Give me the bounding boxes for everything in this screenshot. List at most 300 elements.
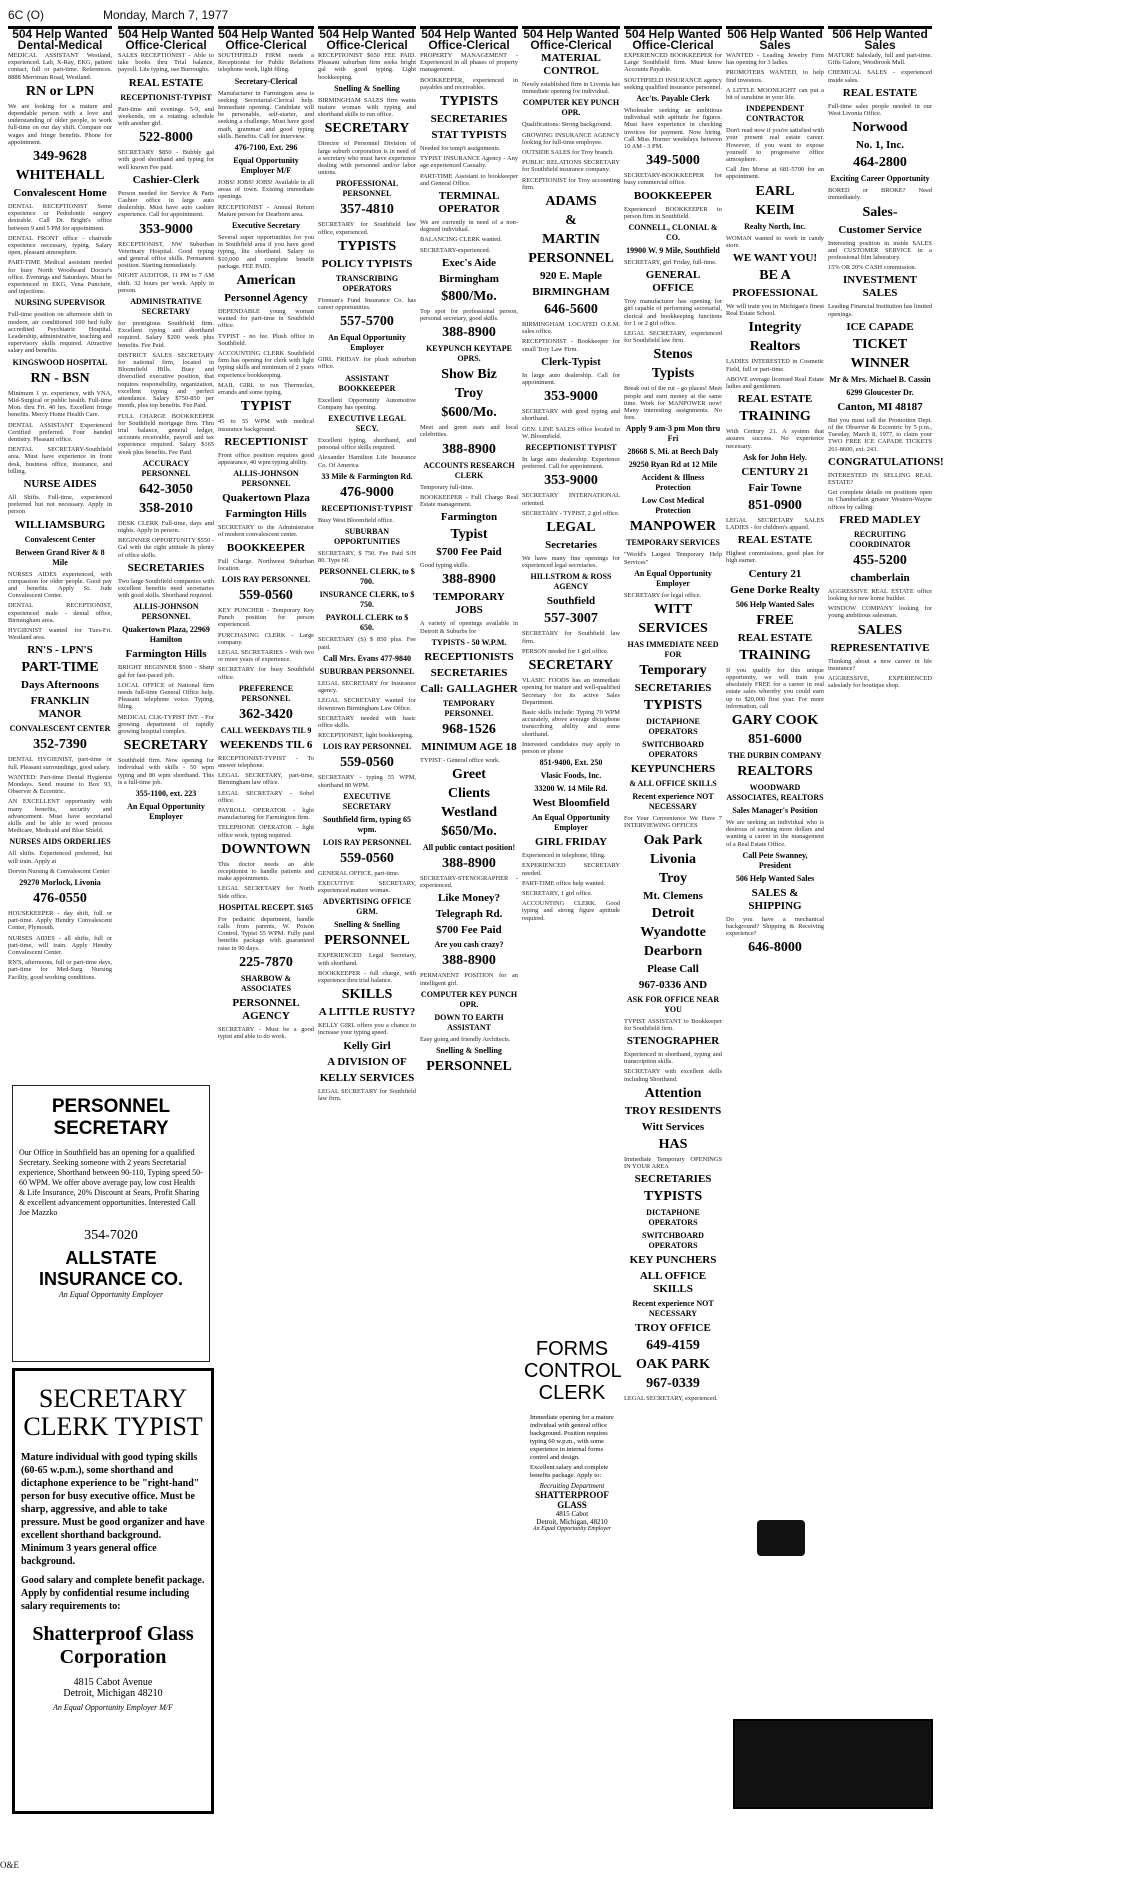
- classified-ad-text: Troy: [658, 870, 688, 886]
- ad-address: Detroit, Michigan 48210: [63, 1688, 163, 1699]
- classified-ad-text: 355-1100, ext. 223: [135, 788, 197, 798]
- classified-ad-text: 388-8900: [442, 325, 496, 341]
- classified-ad-text: 29250 Ryan Rd at 12 Mile: [628, 460, 718, 470]
- classified-ad-text: RECEPTIONIST-TYPIST - To answer telephone.: [218, 754, 314, 769]
- classified-column: [218, 52, 314, 1832]
- classified-ad-text: JOBS! JOBS! JOBS! Available in all areas of town. Existing immediate openings.: [218, 179, 314, 201]
- classified-ad-text: Farmington Hills: [225, 508, 307, 521]
- classified-ad-text: Convalescent Home: [13, 187, 107, 200]
- classified-ad-text: Excellent Opportunity Automotive Company has opening.: [318, 396, 416, 411]
- classified-ad-text: MATERIAL CONTROL: [541, 52, 601, 77]
- classified-ad-text: SECRETARY: [528, 658, 614, 674]
- classified-ad-text: Troy manufacturer has opening for girl capable of performing secretarial, clerical and bookkeeping functions for 1 or 2 girl office.: [624, 298, 722, 327]
- classified-ad-text: Please Call: [647, 962, 699, 975]
- classified-ad-text: EXPERIENCED BOOKKEEPER for Large Southfield firm. Must know Accounts Payable.: [624, 52, 722, 74]
- classified-ad-text: AN EXCELLENT opportunity with many benefits, security and advancement. Must have secretarial skills and be able to word process Medicare, Medicaid and Blue Shield.: [8, 798, 112, 835]
- classified-ad-text: PERMANENT POSITION for an intelligent girl.: [420, 972, 518, 987]
- classified-ad-text: ASSISTANT BOOKKEEPER: [338, 373, 396, 393]
- classified-ad-text: Clerk-Typist: [541, 355, 601, 368]
- classified-ad-text: Personnel Agency: [224, 292, 308, 305]
- classified-ad-text: 557-5700: [340, 314, 394, 330]
- classified-ad-text: TROY RESIDENTS: [624, 1104, 722, 1117]
- classified-ad-text: Secretary-Clerical: [234, 76, 298, 86]
- classified-ad-text: TELEPHONE OPERATOR - light office work, typing required.: [218, 824, 314, 839]
- classified-ad-text: SKILLS: [341, 987, 393, 1003]
- ad-address: 4815 Cabot: [555, 1510, 589, 1518]
- classified-ad-text: HAS IMMEDIATE NEED FOR: [627, 640, 719, 660]
- classified-ad-text: GIRL FRIDAY for plush suburban office.: [318, 356, 416, 371]
- classified-ad-text: LEGAL SECRETARY for Southfield law firm.: [318, 1087, 416, 1102]
- ad-body: Mature individual with good typing skills (60-65 w.p.m.), some shorthand and dictaphone experience to be "right-hand" person for busy executive office. Must be sharp, aggressive, and able to take pressure. Must be good organizer and have excellent shorthand background. Minimum 3 years general office background.: [21, 1452, 205, 1567]
- classified-ad-text: All public contact position!: [422, 843, 516, 853]
- classified-ad-text: An Equal Opportunity Employer: [634, 568, 712, 588]
- classified-ad-text: But you must call the Promotion Dept. of the Observer & Eccentric by 5 p.m., Tuesday, March 8, 1977, to claim your TWO FREE ICE CAPADE TICKETS 261-8600, ext. 243.: [828, 416, 932, 453]
- classified-ad-text: A variety of openings available in Detroit & Suburbs for: [420, 620, 518, 635]
- classified-ad-text: BOOKKEEPER - Full Charge Real Estate management.: [420, 493, 518, 509]
- classified-ad-text: Clients: [448, 786, 490, 802]
- classified-ad-text: CHEMICAL SALES - experienced inside sales.: [828, 69, 932, 84]
- classified-ad-text: Farmington: [440, 511, 498, 524]
- classified-ad-text: 455-5200: [853, 552, 907, 568]
- classified-ad-text: WITT: [653, 602, 693, 618]
- classified-ad-text: INDEPENDENT CONTRACTOR: [745, 104, 805, 124]
- classified-ad-text: We are currently in need of a non-degreed individual.: [420, 219, 518, 234]
- classified-ad-text: WILLIAMSBURG: [14, 518, 106, 531]
- classified-ad-text: LEGAL SECRETARY wanted for downtown Birmingham Law Office.: [318, 697, 416, 712]
- classified-ad-text: PART-TIME Assistant to bookkeeper and General Office.: [420, 172, 518, 187]
- classified-ad-text: SECRETARY-STENOGRAPHER - experienced.: [420, 875, 518, 890]
- classified-ad-text: Call Pete Swanney, President: [742, 850, 808, 870]
- classified-ad-text: TYPISTS: [643, 1189, 703, 1205]
- classified-ad-text: SECRETARY $850 - Bubbly gal with good shorthand and typing for well known Fee paid.: [118, 149, 214, 171]
- classified-ad-text: Several super opportunities for you in Southfield area if you have good typing, lite shorthand. Salary to $10,000 and complete benefit package. FEE PAID.: [218, 234, 314, 270]
- classified-ad-text: Birmingham: [439, 272, 499, 285]
- classified-ad-text: Wholesaler seeking an ambitious individual with aptitude for figures. Must have experience in checking invoices for payment. Now hiring. Call Miss Horner weekdays between 10 AM - 3 PM.: [624, 107, 722, 151]
- classified-ad-text: FREE: [756, 612, 794, 628]
- classified-ad-text: 349-9628: [33, 149, 87, 165]
- classified-ad-text: KEY PUNCHERS: [629, 1254, 717, 1267]
- classified-ad-text: Call Jim Morse at 681-5700 for an appointment.: [726, 166, 824, 181]
- classified-ad-text: TYPIST: [240, 399, 292, 415]
- classified-ad-text: DISTRICT SALES SECRETARY for national firm, located in Bloomfield Hills. Busy and diversified executive position, that requires responsibility, organization, excellent typing and perfect attendance. Salary $750-850 per month, plus top benefits. Fee Paid.: [118, 351, 214, 410]
- classified-ad-text: ASK FOR OFFICE NEAR YOU: [626, 994, 720, 1014]
- classified-ad-text: 559-0560: [239, 587, 293, 603]
- classified-ad-text: TERMINAL OPERATOR: [438, 190, 500, 216]
- classified-ad-text: Southfield firm. Now opening for individual with skills - 50 wpm typing and 80 wpm shorthand. This is a full-time job.: [118, 757, 214, 786]
- classified-ad-text: SECRETARY for legal office.: [624, 591, 702, 599]
- classified-ad-text: AGGRESSIVE REAL ESTATE office looking for new home builder.: [828, 587, 932, 603]
- classified-ad-text: If you qualify for this unique opportunity, we will train you absolutely FREE for a career in real estate sales whereby you could earn up to $20,000 first year. For more information, call: [726, 666, 824, 710]
- ad-address: 4815 Cabot Avenue: [73, 1677, 153, 1688]
- classified-ad-text: SECRETARY-BOOKKEEPER for busy commercial office.: [624, 172, 722, 187]
- classified-ad-text: 353-9000: [544, 473, 598, 489]
- classified-ad-text: RECEPTIONIST TYPIST: [525, 443, 617, 453]
- classified-ad-text: KELLY GIRL offers you a chance to increase your typing speed.: [318, 1022, 416, 1037]
- ad-body: Our Office in Southfield has an opening for a qualified Secretary. Seeking someone with 2 years Secretarial experience, Shorthand between 90-110, Typing speed 50-60 WPM. We offer above average pay, low cost Health & Life Insurance, 20% Discount at Sears, Profit Sharing & excellent advancement opportunities. Interested Call Joe Mazzko: [19, 1148, 203, 1217]
- classified-ad-text: Southfield: [546, 595, 596, 608]
- classified-ad-text: Immediate Temporary OPENINGS IN YOUR AREA: [624, 1155, 722, 1170]
- classified-ad-text: SECRETARY with good typing and shorthand.: [522, 408, 620, 423]
- classified-ad-text: Snelling & Snelling: [334, 920, 400, 930]
- classified-ad-text: No. 1, Inc.: [856, 139, 904, 152]
- column-heading: 504 Help Wanted Office-Clerical: [118, 27, 214, 52]
- classified-ad-text: Alexander Hamilton Life Insurance Co. Of America: [318, 454, 416, 469]
- classified-ad-text: SECRETARIES: [430, 113, 508, 126]
- classified-ad-text: Livonia: [650, 851, 696, 867]
- classified-ad-text: Quakertown Plaza: [222, 492, 310, 505]
- classified-ad-text: RECEPTIONIST $650 FEE PAID. Pleasant suburban firm seeks bright gal with good typing. Light bookkeeping.: [318, 52, 416, 81]
- classified-ad-text: VLASIC FOODS has an immediate opening for mature and well-qualified Secretary for its active Sales Department.: [522, 677, 620, 706]
- classified-ad-text: Temporary full-time.: [420, 483, 474, 491]
- classified-ad-text: REAL ESTATE: [737, 534, 813, 547]
- classified-ad-text: A LITTLE MOONLIGHT can put a bit of sunshine in your life.: [726, 86, 824, 102]
- classified-ad-text: An Equal Opportunity Employer: [127, 801, 205, 821]
- classified-ad-text: SALES RECEPTIONIST - Able to take books thru Trial balance, payroll. Lite typing, use Burroughs.: [118, 52, 214, 74]
- classified-ad-text: Sales-: [862, 204, 898, 220]
- classified-ad-text: PERSONNEL: [426, 1059, 512, 1075]
- classified-ad-text: SECRETARY: [123, 738, 209, 754]
- classified-ad-text: SUBURBAN PERSONNEL: [319, 666, 415, 676]
- classified-ad-text: LEGAL SECRETARY, experienced.: [624, 1395, 718, 1403]
- column-heading: 504 Help Wanted Office-Clerical: [218, 27, 314, 52]
- classified-ad-text: 559-0560: [340, 755, 394, 771]
- classified-ad-text: 967-0339: [646, 1376, 700, 1392]
- classified-ad-text: WHITEHALL: [15, 168, 105, 184]
- classified-ad-text: WANTED: Part-time Dental Hygienist Mondays. Send resume to Box 93, Observer & Eccentric.: [8, 773, 112, 796]
- classified-ad-text: Thinking about a new career in life insurance?: [828, 657, 932, 672]
- classified-ad-text: TICKET: [852, 336, 908, 352]
- column-heading: 504 Help Wanted Office-Clerical: [421, 27, 517, 52]
- classified-ad-text: DICTAPHONE OPERATORS: [646, 717, 700, 737]
- ad-address: Detroit, Michigan, 48210: [536, 1518, 608, 1526]
- classified-ad-text: PAYROLL CLERK to $ 650.: [325, 613, 409, 633]
- classified-ad-text: Qualifications: Strong background.: [522, 121, 612, 129]
- classified-ad-text: PUBLIC RELATIONS SECRETARY for Southfield insurance company.: [522, 159, 620, 174]
- ad-phone: 354-7020: [84, 1228, 138, 1243]
- classified-column: [828, 52, 944, 1062]
- classified-ad-text: LEGAL SECRETARY, part-time, Birmingham law office.: [218, 772, 314, 787]
- classified-ad-text: KINGSWOOD HOSPITAL: [12, 357, 108, 367]
- classified-ad-text: PROMOTERS WANTED, to help find investors.: [726, 69, 824, 84]
- classified-ad-text: ALL OFFICE SKILLS: [639, 1270, 707, 1296]
- classified-ad-text: MAIL GIRL to run Thermofax, errands and some typing.: [218, 381, 314, 397]
- classified-column: [624, 52, 722, 1852]
- classified-ad-text: SECRETARY - typing 55 WPM, shorthand 80 WPM.: [318, 774, 416, 789]
- classified-ad-text: Customer Service: [838, 223, 922, 236]
- classified-ad-text: CONVALESCENT CENTER: [9, 724, 111, 734]
- classified-ad-text: Two large Southfield companies with excellent benefits need secretaries with good skills. Shorthand required.: [118, 577, 214, 600]
- classified-ad-text: Recent experience NOT NECESSARY: [632, 792, 714, 812]
- classified-ad-text: BALANCING CLERK wanted.: [420, 236, 502, 244]
- classified-ad-text: SWITCHBOARD OPERATORS: [642, 740, 704, 760]
- classified-ad-text: SECRETARY for Southfield law office, experienced.: [318, 221, 416, 236]
- classified-ad-text: POLICY TYPISTS: [321, 257, 413, 270]
- classified-ad-text: BEGINNER OPPORTUNITY $550 - Gal with the right attitude & plenty of office skills.: [118, 537, 214, 559]
- classified-ad-text: RECRUITING COORDINATOR: [849, 529, 911, 549]
- classified-ad-text: HOSPITAL RECEPT. $165: [218, 902, 314, 912]
- classified-ad-text: $600/Mo.: [441, 405, 497, 421]
- classified-ad-text: For Your Convenience We Have 7 INTERVIEWING OFFICES: [624, 815, 722, 830]
- classified-ad-text: Easy going and friendly Architects.: [420, 1035, 511, 1043]
- classified-ad-text: Typist: [450, 527, 488, 543]
- woodward-associates-logo: [733, 1719, 933, 1809]
- classified-ad-text: CONNELL, CLONIAL & CO.: [628, 223, 718, 243]
- classified-ad-text: Fair Towne: [748, 481, 802, 494]
- classified-ad-text: MATURE Saleslady, full and part-time. Gifts Galore, Westbrook Mall.: [828, 52, 932, 67]
- classified-ad-text: American: [236, 273, 296, 289]
- classified-ad-text: Are you cash crazy?: [434, 940, 504, 950]
- classified-ad-text: OUTSIDE SALES for Troy branch.: [522, 149, 614, 157]
- classified-ad-text: ABOVE average licensed Real Estate ladies and gentlemen.: [726, 375, 824, 391]
- classified-ad-text: ACCOUNTING CLERK Southfield firm has opening for clerk with light typing skills and minimum of 2 years experience bookkeeping.: [218, 350, 314, 379]
- classified-ad-text: PERSONNEL AGENCY: [232, 996, 300, 1022]
- classified-ad-text: SOUTHFIELD FIRM needs a Receptionist for Public Relations telephone work, light filing.: [218, 52, 314, 74]
- classified-ad-text: TRAINING: [739, 647, 811, 663]
- ad-eoe: An Equal Opportunity Employer: [58, 1290, 164, 1299]
- classified-ad-text: In large auto dealership. Call for appointment.: [522, 371, 620, 387]
- classified-ad-text: 19900 W. 9 Mile, Southfield: [626, 246, 720, 256]
- classified-ad-text: NURSES AIDS ORDERLIES: [9, 837, 111, 847]
- classified-ad-text: $700 Fee Paid: [436, 924, 502, 937]
- classified-ad-text: Secretaries: [545, 539, 597, 552]
- classified-ad-text: INVESTMENT SALES: [843, 274, 917, 300]
- classified-ad-text: We are looking for a mature and dependable person with a love and understanding of older people, to work full-time on our day shift. Compare our wages and fringe benefits. Phone for appointment.: [8, 102, 112, 146]
- classified-ad-text: SALES & SHIPPING: [748, 886, 802, 912]
- classified-ad-text: PERSONNEL: [528, 251, 614, 267]
- classified-ad-text: 506 Help Wanted Sales: [735, 599, 815, 609]
- classified-ad-text: 349-5000: [646, 153, 700, 169]
- classified-ad-text: Realty North, Inc.: [744, 221, 806, 231]
- classified-ad-text: WINDOW COMPANY looking for young ambitious salesman.: [828, 605, 932, 620]
- column-heading: 504 Help Wanted Dental-Medical: [8, 26, 112, 53]
- classified-ad-text: SECRETARY: [324, 121, 410, 137]
- ad-company: SHATTERPROOF GLASS: [535, 1490, 609, 1510]
- classified-ad-text: EXPERIENCED Legal Secretary, with shorthand.: [318, 952, 416, 967]
- classified-ad-text: ALLIS-JOHNSON PERSONNEL: [133, 602, 199, 622]
- classified-ad-text: TROY OFFICE: [635, 1322, 711, 1335]
- classified-ad-text: Vlasic Foods, Inc.: [540, 771, 602, 781]
- classified-ad-text: Troy: [454, 386, 484, 402]
- classified-ad-text: Acc'ts. Payable Clerk: [636, 94, 710, 104]
- classified-ad-text: Detroit: [651, 905, 695, 921]
- ad-body: Excellent salary and complete benefits package. Apply to:: [530, 1464, 609, 1479]
- classified-ad-text: Needed for temp't assignments.: [420, 145, 501, 153]
- classified-ad-text: Days Afternoons: [21, 679, 99, 692]
- classified-ad-text: INTERESTED IN SELLING REAL ESTATE?: [828, 471, 932, 487]
- classified-ad-text: LEGAL SECRETARY, experienced for Southfield law firm.: [624, 330, 722, 345]
- classified-ad-text: 920 E. Maple: [539, 270, 603, 283]
- classified-ad-text: GROWING INSURANCE AGENCY looking for full-time employee.: [522, 131, 620, 146]
- classified-ad-text: RECEPTIONISTS: [424, 650, 514, 663]
- classified-ad-text: West Bloomfield: [532, 797, 610, 810]
- classified-ad-text: DENTAL SECRETARY-Southfield area. Must have experience in front desk, business office, insurance, and billing.: [8, 446, 112, 475]
- classified-ad-text: Experienced in telephone, filing.: [522, 852, 606, 860]
- classified-ad-text: Show Biz: [441, 367, 497, 383]
- classified-ad-text: for prestigious Southfield firm. Excellent typing and shorthand required. Salary $200 week plus benefits. Fee Paid.: [118, 320, 214, 349]
- classified-ad-text: Recent experience NOT NECESSARY: [632, 1299, 714, 1319]
- ad-company: ALLSTATE INSURANCE CO.: [38, 1248, 183, 1289]
- classified-ad-text: REAL ESTATE: [737, 393, 813, 406]
- classified-ad-text: Minimum 1 yr. experience, with VNA, Mid-Surgical or public health. Full-time Mon. thru Fri. 40 hrs. Excellent fringe benefits. Mercy Home Health Care.: [8, 389, 112, 419]
- classified-ad-text: ICE CAPADE: [846, 320, 914, 333]
- classified-ad-text: Like Money?: [437, 892, 501, 905]
- classified-ad-text: TRAINING: [739, 409, 811, 425]
- classified-ad-text: NURSES AIDES experienced, with compassion for older people. Good pay and benefits. Apply St. Jude Convalescent Center.: [8, 570, 112, 600]
- classified-ad-text: NIGHT AUDITOR, 11 PM to 7 AM shift. 32 hours per week. Apply in person.: [118, 272, 214, 294]
- classified-ad-text: 15% OR 20% CASH commission.: [828, 264, 917, 272]
- classified-ad-text: Sales Manager's Position: [732, 805, 818, 815]
- classified-ad-text: PART-TIME: [21, 660, 99, 676]
- classified-ad-text: 464-2800: [853, 155, 907, 171]
- classified-ad-text: KEIM: [755, 202, 795, 218]
- classified-ad-text: TEMPORARY SERVICES: [626, 538, 720, 548]
- classified-ad-text: PREFERENCE PERSONNEL: [238, 683, 294, 703]
- classified-ad-text: SHARBOW & ASSOCIATES: [240, 973, 292, 993]
- classified-ad-text: Meet and greet stars and local celebrities.: [420, 424, 518, 439]
- classified-ad-text: RECEPTIONIST for Troy accounting firm.: [522, 176, 620, 191]
- classified-ad-text: ADVERTISING OFFICE GRM.: [322, 897, 412, 917]
- classified-ad-text: Dearborn: [643, 943, 703, 959]
- classified-ad-text: Wyandotte: [640, 924, 706, 940]
- ad-eoe: An Equal Opportunity Employer: [532, 1526, 612, 1532]
- classified-ad-text: REAL ESTATE: [842, 86, 918, 99]
- classified-ad-text: MINIMUM AGE 18: [421, 740, 517, 753]
- classified-ad-text: EXECUTIVE SECRETARY: [342, 791, 392, 811]
- classified-ad-text: LEGAL SECRETARIES - With two or more years of experience.: [218, 648, 314, 664]
- classified-column: [522, 52, 620, 1362]
- ad-dept: Recruiting Department: [539, 1482, 605, 1490]
- classified-ad-text: Century 21: [748, 567, 802, 580]
- classified-ad-text: ACCOUNTS RESEARCH CLERK: [423, 460, 515, 480]
- classified-ad-text: CALL WEEKDAYS TIL 9: [220, 725, 312, 735]
- classified-ad-text: RECEPTIONIST - Bookkeeper for small Troy Law Firm.: [522, 338, 620, 353]
- classified-column: [420, 52, 518, 1852]
- classified-ad-text: HILLSTROM & ROSS AGENCY: [530, 572, 612, 592]
- classified-ad-text: Fireman's Fund Insurance Co. has career opportunities.: [318, 296, 416, 312]
- classified-ad-text: PERSONNEL CLERK, to $ 700.: [319, 567, 415, 587]
- classified-ad-text: 45 to 55 WPM with medical insurance background.: [218, 418, 314, 433]
- durbin-logo: [757, 1520, 805, 1556]
- classified-ad-text: Apply 9 am-3 pm Mon thru Fri: [625, 424, 721, 444]
- classified-ad-text: Norwood: [852, 120, 908, 136]
- classified-ad-text: TYPIST - General office work.: [420, 756, 500, 764]
- column-heading: 504 Help Wanted Office-Clerical: [523, 27, 619, 52]
- ad-title: SECRETARY CLERK TYPIST: [23, 1384, 203, 1441]
- ad-body: Immediate opening for a mature individual with general office background. Position requires typing 60 w.p.m., with some experience in internal forms control and design.: [530, 1414, 614, 1461]
- classified-ad-text: COMPUTER KEY PUNCH OPR.: [522, 98, 620, 118]
- classified-ad-text: Gene Dorke Realty: [730, 583, 820, 596]
- classified-ad-text: SECRETARIES: [634, 1173, 712, 1186]
- classified-ad-text: Mt. Clemens: [643, 889, 703, 902]
- classified-ad-text: RECEPTIONIST: [224, 435, 308, 448]
- classified-ad-text: TYPISTS: [439, 94, 499, 110]
- classified-ad-text: LOIS RAY PERSONNEL: [221, 574, 311, 584]
- classified-ad-text: 358-2010: [139, 500, 193, 516]
- classified-ad-text: DOWNTOWN: [221, 841, 311, 857]
- classified-ad-text: Equal Opportunity Employer M/F: [233, 156, 299, 176]
- classified-ad-text: 388-8900: [442, 441, 496, 457]
- classified-ad-text: DENTAL RECEPTIONIST Some experience or Pedodontic surgery desirable. Call Dr. Bright's office between 9 and 5 PM for appointment.: [8, 203, 112, 232]
- classified-ad-text: FULL CHARGE BOOKKEEPER for Southfield mortgage firm. Thru trial balance, general ledger, accounts receivable, payroll and tax experience required. Salary $165 week plus benefits. Fee Paid.: [118, 412, 214, 456]
- classified-ad-text: TRANSCRIBING OPERATORS: [335, 273, 399, 293]
- classified-ad-text: SECRETARIES: [127, 561, 205, 574]
- classified-ad-text: LOIS RAY PERSONNEL: [322, 837, 412, 847]
- classified-ad-text: REPRESENTATIVE: [830, 641, 930, 654]
- classified-ad-text: RN'S - LPN'S: [27, 644, 93, 657]
- classified-column: [318, 52, 416, 1852]
- classified-ad-text: Manufacturer in Farmington area is seeking Secretarial-Clerical help. Immediate opening. Candidate will be personable, self-starter, and seeking a challenge. Must have good math, grammar and good typing skills. Benefits. Call for interview.: [218, 89, 314, 140]
- classified-ad-text: PART-TIME office help wanted.: [522, 879, 606, 887]
- classified-ad-text: TYPIST INSURANCE Agency - Any age experienced Casualty.: [420, 155, 518, 170]
- classified-ad-text: BRIGHT BEGINNER $500 - Sharp gal for fast-paced job.: [118, 664, 214, 679]
- classified-ad-text: FRANKLIN MANOR: [30, 695, 90, 721]
- classified-ad-text: MEDICAL CLK-TYPIST INT. - For growing department of rapidly growing hospital complex.: [118, 713, 214, 735]
- classified-ad-text: EARL: [755, 183, 795, 199]
- classified-ad-text: STAT TYPISTS: [431, 129, 507, 142]
- classified-ad-text: We are seeking an individual who is desirous of earning more dollars and wanting a career in the management of a Real Estate Office.: [726, 818, 824, 848]
- classified-ad-text: &: [565, 213, 577, 229]
- classified-ad-text: $800/Mo.: [441, 288, 497, 304]
- classified-ad-text: In large auto dealership. Experience preferred. Call for appointment.: [522, 456, 620, 471]
- classified-ad-text: SECRETARY for busy Southfield office.: [218, 666, 314, 681]
- classified-ad-text: 225-7870: [239, 954, 293, 970]
- classified-ad-text: DEPENDABLE young woman wanted for part-time in Southfield office.: [218, 308, 314, 330]
- classified-ad-text: BIRMINGHAM: [532, 286, 610, 299]
- classified-ad-text: We have many fine openings for experienced legal secretaries.: [522, 555, 620, 570]
- classified-ad-text: A LITTLE RUSTY?: [318, 1006, 416, 1019]
- classified-ad-text: Mr & Mrs. Michael B. Cassin: [829, 374, 931, 384]
- classified-ad-text: Typists: [651, 366, 695, 382]
- column-heading: 504 Help Wanted Office-Clerical: [625, 27, 721, 52]
- ad-company: Shatterproof Glass Corporation: [32, 1623, 194, 1668]
- classified-ad-text: PART-TIME Medical assistant needed for busy North Woodward Doctor's office. Evenings and Saturdays. Must be experienced in EKG, Vena Puncture, and injections.: [8, 259, 112, 296]
- classified-ad-text: SECRETARY INTERNATIONAL oriented.: [522, 492, 620, 507]
- classified-ad-text: WOODWARD ASSOCIATES, REALTORS: [726, 782, 824, 802]
- classified-ad-text: SOUTHFIELD INSURANCE agency seeking qualified insurance personnel.: [624, 76, 722, 91]
- classified-ad-text: 851-9400, Ext. 250: [539, 758, 603, 768]
- classified-ad-text: Dorvin Nursing & Convalescent Center: [8, 867, 110, 875]
- column-heading: 506 Help Wanted Sales: [828, 26, 932, 53]
- classified-ad-text: HOUSEKEEPER - day shift, full or part-time. Apply Hendry Convalescent Center, Plymouth.: [8, 910, 112, 932]
- classified-ad-text: LEGAL SECRETARY SALES LADIES - for children's apparel.: [726, 516, 824, 532]
- classified-ad-text: DOWN TO EARTH ASSISTANT: [434, 1012, 504, 1032]
- classified-ad-text: COMPUTER KEY PUNCH OPR.: [420, 989, 518, 1009]
- shatterproof-ad: [12, 1368, 214, 1814]
- classified-ad-text: 559-0560: [340, 850, 394, 866]
- classified-ad-text: SERVICES: [638, 621, 708, 637]
- classified-ad-text: Top spot for professional person, personal secretary, good skills.: [420, 307, 518, 323]
- classified-ad-text: Greet: [452, 767, 486, 783]
- classified-ad-text: 33 Mile & Farmington Rd.: [321, 471, 413, 481]
- classified-ad-text: DESK CLERK Full-time, days and nights. Apply in person.: [118, 519, 214, 534]
- classified-ad-text: LOIS RAY PERSONNEL: [322, 742, 412, 752]
- classified-ad-text: Snelling & Snelling: [436, 1046, 502, 1056]
- classified-ad-text: EXPERIENCED SECRETARY needed.: [522, 862, 620, 877]
- classified-ad-text: BE A: [759, 268, 791, 284]
- classified-ad-text: DENTAL HYGIENIST, part-time or full. Pleasant surroundings, good salary.: [8, 756, 112, 771]
- classified-ad-text: RN - BSN: [30, 370, 90, 386]
- classified-ad-text: Kelly Girl: [343, 1039, 391, 1052]
- classified-ad-text: Basic skills include: Typing 70 WPM accurately, above average dictaphone transcribing ability and some shorthand.: [522, 708, 620, 738]
- classified-ad-text: Experienced BOOKKEEPER to person firm in Southfield.: [624, 205, 722, 220]
- classified-ad-text: BOOKKEEPER, experienced in payables and receivables.: [420, 76, 518, 91]
- classified-ad-text: Southfield firm, typing 65 wpm.: [322, 814, 411, 834]
- classified-ad-text: Do you have a mechanical background? Shipping & Receiving experience?: [726, 915, 824, 938]
- classified-ad-text: DENTAL RECEPTIONIST, experienced male - dental office, Birmingham area.: [8, 602, 112, 624]
- classified-ad-text: BOOKKEEPER - full charge, with experience thru trial balance.: [318, 969, 416, 984]
- classified-ad-text: TYPIST ASSISTANT to Bookkeeper for Southfield firm.: [624, 1017, 722, 1032]
- classified-ad-text: TEMPORARY JOBS: [433, 591, 505, 617]
